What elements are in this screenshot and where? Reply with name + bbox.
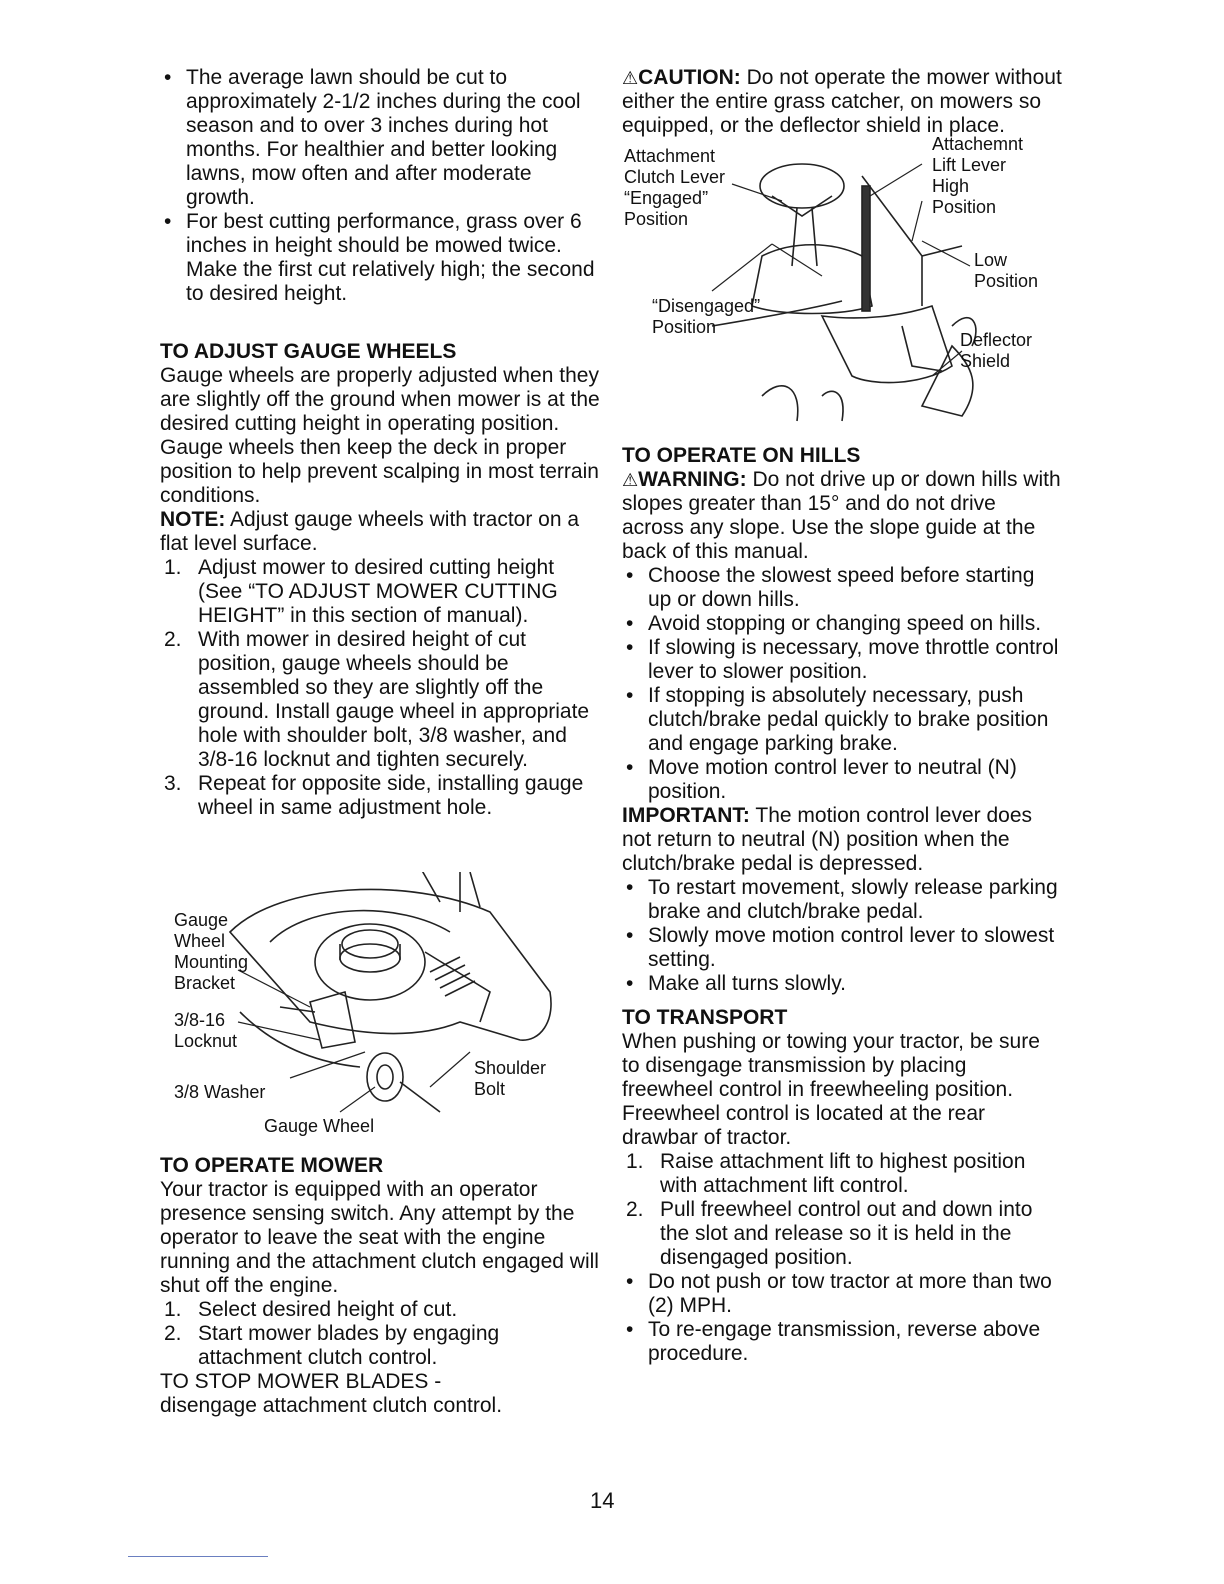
transport-bullet-list (622, 1270, 1062, 1366)
operate-mower-paragraph: Your tractor is equipped with an operator presence sensing switch. Any attempt by the operator to leave the seat with the engine running and the attachment clutch engaged will shut off the engine. (160, 1178, 599, 1297)
hills-heading: TO OPERATE ON HILLS (622, 444, 861, 467)
bracket-label (174, 910, 248, 994)
list-item (160, 556, 600, 628)
engaged-position-label (624, 146, 725, 230)
right-column (622, 66, 1062, 1366)
step-number: 1. (626, 1150, 644, 1173)
label-line: Bracket (174, 973, 236, 993)
washer-label: 3/8 Washer (174, 1082, 266, 1102)
deflector-shield-label (960, 330, 1032, 372)
list-item (160, 628, 600, 772)
step-text: Pull freewheel control out and down into the slot and release so it is held in the disengaged position. (660, 1198, 1033, 1269)
label-line: Lift Lever (932, 155, 1007, 175)
note-text: Adjust gauge wheels with tractor on a flat level surface. (160, 508, 580, 555)
left-column (160, 66, 600, 1418)
step-number: 1. (164, 556, 182, 579)
list-item: • Avoid stopping or changing speed on hills. (622, 612, 1062, 636)
restart-bullet-list (622, 876, 1062, 996)
list-item (160, 1322, 600, 1370)
step-text: With mower in desired height of cut position, gauge wheels should be assembled so they are slightly off the ground. Install gauge wheel in appropriate hole with shoulder bolt, 3/8 washer, and 3/8-16 locknut and tighten securely. (198, 628, 590, 771)
important-label: IMPORTANT: (622, 804, 750, 827)
step-number: 1. (164, 1298, 182, 1321)
footer-divider (128, 1556, 268, 1557)
disengaged-position-label (652, 296, 760, 338)
lift-lever-label (932, 134, 1023, 218)
list-item (622, 1198, 1062, 1270)
list-item (622, 1150, 1062, 1198)
list-item: • Do not push or tow tractor at more than two (2) MPH. (622, 1270, 1062, 1318)
warning-triangle-icon: ⚠ (622, 470, 639, 490)
warning-paragraph (622, 468, 1062, 564)
important-paragraph (622, 804, 1062, 876)
gauge-wheel-figure (160, 872, 600, 1136)
transport-steps-list (622, 1150, 1062, 1270)
warning-label: WARNING: (638, 468, 747, 491)
step-text: Raise attachment lift to highest position with attachment lift control. (660, 1150, 1026, 1197)
list-item: • If stopping is absolutely necessary, push clutch/brake pedal quickly to brake position and engage parking brake. (622, 684, 1062, 756)
list-item: • Slowly move motion control lever to slowest setting. (622, 924, 1062, 972)
gauge-wheel-caption: Gauge Wheel (264, 1116, 375, 1136)
label-line: Clutch Lever (624, 167, 726, 187)
label-line: Shoulder (474, 1058, 547, 1078)
gauge-wheels-paragraph: Gauge wheels are properly adjusted when they are slightly off the ground when mower is at the desired cutting height in operating position. Gauge wheels then keep the deck in proper position to help prevent scalping in most terrain conditions. (160, 364, 600, 507)
hills-bullet-list (622, 564, 1062, 804)
caution-paragraph (622, 66, 1062, 138)
label-line: “Disengaged” (652, 296, 761, 316)
operate-mower-heading: TO OPERATE MOWER (160, 1154, 384, 1177)
transport-paragraph: When pushing or towing your tractor, be sure to disengage transmission by placing freewheel control in freewheeling position. Freewheel control is located at the rear drawbar of tractor. (622, 1030, 1040, 1149)
locknut-label (174, 1010, 237, 1052)
step-number: 3. (164, 772, 182, 795)
step-text: Select desired height of cut. (198, 1298, 458, 1321)
label-line: Attachment (624, 146, 716, 166)
label-line: Bolt (474, 1079, 506, 1099)
intro-bullet-list (160, 66, 600, 306)
list-item: • To restart movement, slowly release parking brake and clutch/brake pedal. (622, 876, 1062, 924)
label-line: Low (974, 250, 1008, 270)
list-item: • If slowing is necessary, move throttle control lever to slower position. (622, 636, 1062, 684)
list-item: • To re-engage transmission, reverse above procedure. (622, 1318, 1062, 1366)
step-text: Repeat for opposite side, installing gauge wheel in same adjustment hole. (198, 772, 584, 819)
note-paragraph (160, 508, 600, 556)
note-label: NOTE: (160, 508, 226, 531)
label-line: Position (974, 271, 1039, 291)
label-line: Mounting (174, 952, 249, 972)
label-line: Position (652, 317, 717, 337)
gauge-wheels-heading: TO ADJUST GAUGE WHEELS (160, 340, 457, 363)
list-item: • Make all turns slowly. (622, 972, 1062, 996)
caution-text: Do not operate the mower without either the entire grass catcher, on mowers so equipped, or the deflector shield in place. (622, 66, 1062, 137)
step-text: Adjust mower to desired cutting height (See “TO ADJUST MOWER CUTTING HEIGHT” in this section of manual). (198, 556, 558, 627)
label-line: 3/8-16 (174, 1010, 226, 1030)
label-line: Wheel (174, 931, 226, 951)
label-line: Position (932, 197, 997, 217)
step-number: 2. (164, 628, 182, 651)
stop-blades-instruction: disengage attachment clutch control. (160, 1394, 503, 1417)
transport-heading: TO TRANSPORT (622, 1006, 788, 1029)
list-item: • For best cutting performance, grass over 6 inches in height should be mowed twice. Make the first cut relatively high; the second to desired height. (160, 210, 600, 306)
step-number: 2. (164, 1322, 182, 1345)
list-item: • Choose the slowest speed before starting up or down hills. (622, 564, 1062, 612)
label-line: “Engaged” (624, 188, 709, 208)
label-line: Attachemnt (932, 134, 1024, 154)
caution-label: CAUTION: (638, 66, 741, 89)
bolt-label (474, 1058, 546, 1100)
label-line: Position (624, 209, 689, 229)
page-number: 14 (590, 1488, 615, 1513)
label-line: Shield (960, 351, 1011, 371)
warning-text: Do not drive up or down hills with slopes greater than 15° and do not drive across any slope. Use the slope guide at the back of this manual. (622, 468, 1061, 563)
warning-triangle-icon: ⚠ (622, 68, 639, 88)
important-text: The motion control lever does not return to neutral (N) position when the clutch/brake pedal is depressed. (622, 804, 1033, 875)
list-item (160, 1298, 600, 1322)
list-item: • Move motion control lever to neutral (N) position. (622, 756, 1062, 804)
stop-blades-line: TO STOP MOWER BLADES - (160, 1370, 442, 1393)
label-line: Deflector (960, 330, 1033, 350)
low-position-label (974, 250, 1038, 292)
label-line: High (932, 176, 970, 196)
gauge-steps-list (160, 556, 600, 820)
label-line: Locknut (174, 1031, 238, 1051)
list-item: • The average lawn should be cut to approximately 2-1/2 inches during the cool season and to over 3 inches during hot months. For healthier and better looking lawns, mow often and after moderate growth. (160, 66, 600, 210)
list-item (160, 772, 600, 820)
operate-steps-list (160, 1298, 600, 1370)
step-number: 2. (626, 1198, 644, 1221)
step-text: Start mower blades by engaging attachment clutch control. (198, 1322, 500, 1369)
tractor-lever-figure (622, 134, 1062, 426)
label-line: Gauge (174, 910, 229, 930)
